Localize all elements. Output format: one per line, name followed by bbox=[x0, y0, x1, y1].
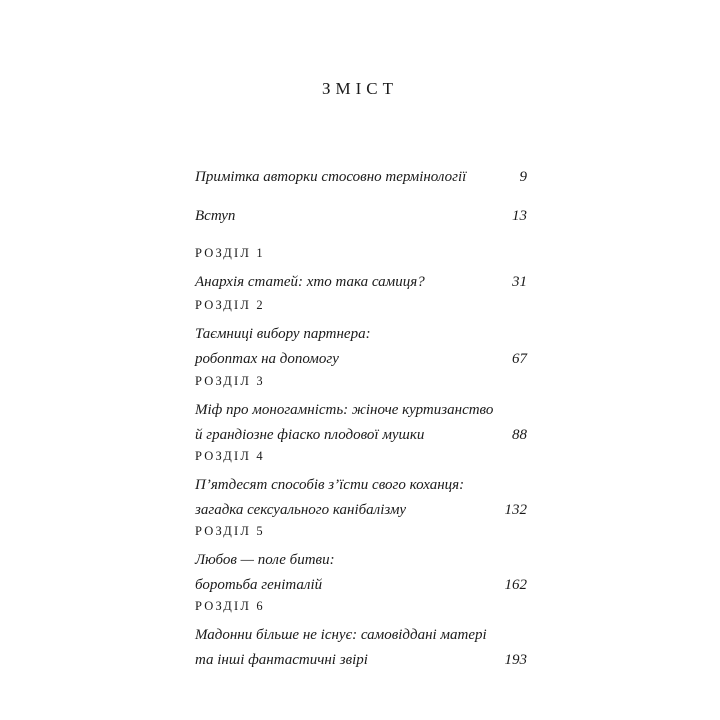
toc-entry-line bbox=[195, 548, 527, 573]
toc-entry-title-cont: боротьба геніталій bbox=[195, 577, 323, 593]
chapter-label: РОЗДІЛ 3 bbox=[195, 374, 265, 388]
toc-entry-line bbox=[195, 322, 527, 347]
toc-page-number: 88 bbox=[512, 427, 527, 443]
toc-entry-line bbox=[195, 398, 527, 423]
toc-page-number: 9 bbox=[519, 169, 527, 185]
toc-entry-note bbox=[195, 165, 527, 190]
toc-entry-title: П’ятдесят способів з’їсти свого коханця: bbox=[195, 477, 465, 493]
toc-entry-title-cont: та інші фантастичні звірі bbox=[195, 652, 368, 668]
toc-entry-line bbox=[195, 423, 527, 448]
toc-entry-line bbox=[195, 623, 527, 648]
chapter-label: РОЗДІЛ 4 bbox=[195, 449, 265, 463]
toc-entry-chapter-2 bbox=[195, 297, 527, 372]
toc-entry-intro bbox=[195, 204, 527, 229]
toc-entry-title: Примітка авторки стосовно термінології bbox=[195, 169, 467, 185]
toc-entry-title: Таємниці вибору партнера: bbox=[195, 326, 371, 342]
toc-page-number: 162 bbox=[504, 577, 527, 593]
toc-heading: ЗМІСТ bbox=[321, 79, 399, 98]
toc-entry-line bbox=[195, 498, 527, 523]
toc-entry-title: Вступ bbox=[195, 208, 236, 224]
toc-entry-title: Любов — поле битви: bbox=[195, 552, 335, 568]
toc-entry-line bbox=[195, 648, 527, 673]
chapter-label: РОЗДІЛ 2 bbox=[195, 298, 265, 312]
toc-page-number: 132 bbox=[504, 502, 527, 518]
toc-entry-title: Міф про моногамність: жіноче куртизанство bbox=[195, 402, 494, 418]
toc-page-number: 31 bbox=[512, 274, 527, 290]
chapter-label: РОЗДІЛ 5 bbox=[195, 524, 265, 538]
toc-entry-title-cont: загадка сексуального канібалізму bbox=[195, 502, 407, 518]
toc-page-number: 193 bbox=[504, 652, 527, 668]
toc-page-number: 13 bbox=[512, 208, 527, 224]
toc-entry-line bbox=[195, 347, 527, 372]
toc-page-number: 67 bbox=[512, 351, 527, 367]
toc-entry-title-cont: й грандіозне фіаско плодової мушки bbox=[195, 427, 425, 443]
toc-entry-line bbox=[195, 270, 527, 295]
chapter-label: РОЗДІЛ 6 bbox=[195, 599, 265, 613]
toc-entry-chapter-5 bbox=[195, 523, 527, 598]
chapter-label: РОЗДІЛ 1 bbox=[195, 246, 265, 260]
toc-entry-chapter-3 bbox=[195, 373, 527, 448]
toc-entry-line bbox=[195, 573, 527, 598]
toc-entry-title: Мадонни більше не існує: самовіддані матері bbox=[195, 627, 487, 643]
toc-entry-chapter-6 bbox=[195, 598, 527, 673]
toc-entry-line bbox=[195, 165, 527, 190]
toc-entry-title-cont: робоптах на допомогу bbox=[195, 351, 339, 367]
toc-entry-line bbox=[195, 473, 527, 498]
toc-entry-chapter-4 bbox=[195, 448, 527, 523]
toc-entry-line bbox=[195, 204, 527, 229]
toc-entry-title: Анархія статей: хто така самиця? bbox=[195, 274, 425, 290]
toc-entry-chapter-1 bbox=[195, 245, 527, 295]
